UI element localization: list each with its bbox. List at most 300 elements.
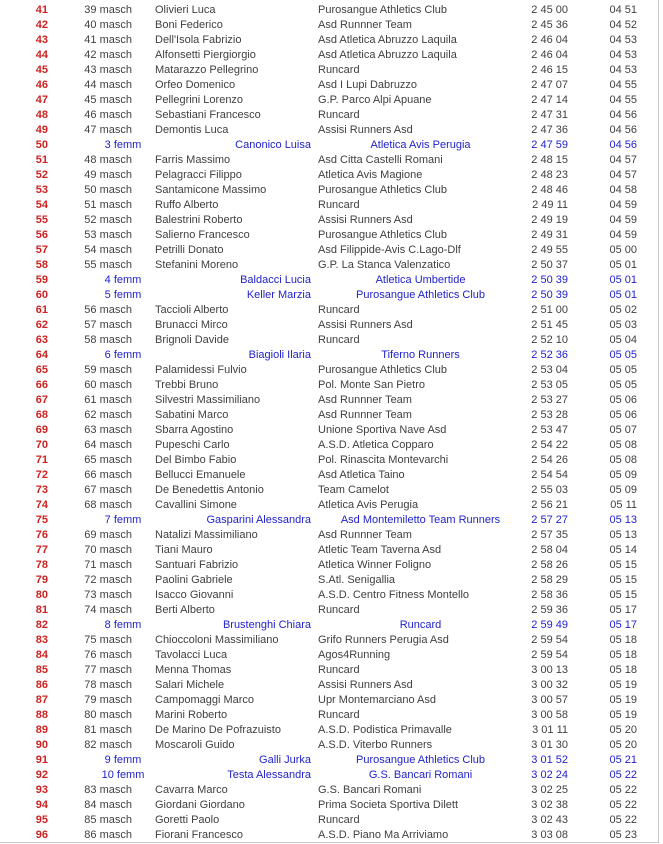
time-cell: 2 58 04 [531,544,568,556]
pace-cell: 05 14 [609,544,637,556]
position-cell: 66 [35,379,48,391]
time-cell: 2 51 00 [531,304,568,316]
club-cell: Team Camelot [318,484,389,496]
position-cell: 94 [35,799,48,811]
category-cell: 6 femm [104,349,142,361]
result-row [0,78,658,93]
category-cell: 76 masch [84,649,132,661]
name-cell: Berti Alberto [155,604,215,616]
club-cell: Runcard [318,814,360,826]
position-cell: 79 [35,574,48,586]
position-cell: 48 [35,109,48,121]
name-cell: Tiani Mauro [155,544,213,556]
pace-cell: 05 09 [609,469,637,481]
result-row [0,438,658,453]
club-cell: Pol. Rinascita Montevarchi [318,454,449,466]
name-cell: Olivieri Luca [155,4,216,16]
pace-cell: 04 56 [609,139,637,151]
category-cell: 78 masch [84,679,132,691]
club-cell: A.S.D. Viterbo Runners [318,739,433,751]
club-cell: S.Atl. Senigallia [318,574,396,586]
pace-cell: 05 23 [609,829,637,841]
result-row [0,693,658,708]
category-cell: 7 femm [104,514,142,526]
pace-cell: 05 05 [609,379,637,391]
club-cell: A.S.D. Centro Fitness Montello [318,589,470,601]
category-cell: 70 masch [84,544,132,556]
result-row [0,633,658,648]
category-cell: 53 masch [84,229,132,241]
category-cell: 60 masch [84,379,132,391]
time-cell: 2 47 14 [531,94,568,106]
name-cell: Cavallini Simone [155,499,237,511]
club-cell: Atletica Avis Perugia [370,139,471,151]
club-cell: Runcard [399,619,442,631]
result-row [0,228,658,243]
position-cell: 69 [35,424,48,436]
result-row [0,333,658,348]
club-cell: Asd Atletica Abruzzo Laquila [318,49,457,61]
result-row [0,483,658,498]
position-cell: 63 [35,334,48,346]
name-cell: Galli Jurka [259,754,311,766]
club-cell: Purosangue Athletics Club [355,289,486,301]
pace-cell: 04 53 [609,34,637,46]
pace-cell: 04 56 [609,109,637,121]
name-cell: Del Bimbo Fabio [155,454,237,466]
time-cell: 2 48 46 [531,184,568,196]
result-row [0,468,658,483]
name-cell: Matarazzo Pellegrino [155,64,259,76]
name-cell: Marini Roberto [155,709,228,721]
position-cell: 77 [35,544,48,556]
time-cell: 2 50 39 [531,274,568,286]
name-cell: Petrilli Donato [155,244,224,256]
pace-cell: 05 17 [609,619,637,631]
category-cell: 48 masch [84,154,132,166]
position-cell: 95 [35,814,48,826]
name-cell: Santuari Fabrizio [155,559,239,571]
club-cell: Runcard [318,64,360,76]
name-cell: Biagioli Ilaria [248,349,311,361]
pace-cell: 04 59 [609,229,637,241]
name-cell: Santamicone Massimo [155,184,267,196]
category-cell: 71 masch [84,559,132,571]
pace-cell: 05 18 [609,649,637,661]
position-cell: 80 [35,589,48,601]
category-cell: 61 masch [84,394,132,406]
time-cell: 3 02 43 [531,814,568,826]
name-cell: Pupeschi Carlo [155,439,230,451]
position-cell: 73 [35,484,48,496]
time-cell: 2 45 00 [531,4,568,16]
time-cell: 2 58 29 [531,574,568,586]
result-row [0,288,658,303]
time-cell: 3 01 30 [531,739,568,751]
time-cell: 2 47 36 [531,124,568,136]
result-row [0,558,658,573]
club-cell: Purosangue Athletics Club [355,754,486,766]
pace-cell: 05 08 [609,439,637,451]
name-cell: Dell'Isola Fabrizio [155,34,242,46]
result-row [0,513,658,528]
result-row [0,273,658,288]
result-row [0,318,658,333]
time-cell: 2 45 36 [531,19,568,31]
name-cell: Natalizi Massimiliano [155,529,258,541]
club-cell: Upr Montemarciano Asd [318,694,436,706]
name-cell: De Marino De Pofrazuisto [155,724,281,736]
time-cell: 2 53 47 [531,424,568,436]
result-row [0,198,658,213]
club-cell: Runcard [318,604,360,616]
time-cell: 2 51 45 [531,319,568,331]
pace-cell: 04 52 [609,19,637,31]
category-cell: 50 masch [84,184,132,196]
name-cell: Pellegrini Lorenzo [155,94,244,106]
category-cell: 66 masch [84,469,132,481]
pace-cell: 05 04 [609,334,637,346]
club-cell: G.S. Bancari Romani [318,784,422,796]
position-cell: 41 [35,4,48,16]
pace-cell: 04 59 [609,214,637,226]
position-cell: 91 [35,754,48,766]
category-cell: 39 masch [84,4,132,16]
position-cell: 87 [35,694,48,706]
position-cell: 58 [35,259,48,271]
club-cell: Asd Atletica Taino [318,469,405,481]
position-cell: 88 [35,709,48,721]
position-cell: 55 [35,214,48,226]
category-cell: 40 masch [84,19,132,31]
club-cell: Atletica Winner Foligno [318,559,432,571]
result-row [0,768,658,783]
time-cell: 2 50 37 [531,259,568,271]
club-cell: Atletica Umbertide [375,274,466,286]
time-cell: 3 00 13 [531,664,568,676]
result-row [0,543,658,558]
position-cell: 56 [35,229,48,241]
position-cell: 72 [35,469,48,481]
name-cell: Demontis Luca [155,124,229,136]
result-row [0,648,658,663]
result-row [0,123,658,138]
category-cell: 79 masch [84,694,132,706]
time-cell: 2 52 10 [531,334,568,346]
result-row [0,63,658,78]
position-cell: 70 [35,439,48,451]
name-cell: Palamidessi Fulvio [155,364,247,376]
time-cell: 2 46 04 [531,49,568,61]
club-cell: Purosangue Athletics Club [318,229,448,241]
pace-cell: 05 03 [609,319,637,331]
position-cell: 46 [35,79,48,91]
result-row [0,243,658,258]
position-cell: 57 [35,244,48,256]
name-cell: Isacco Giovanni [155,589,234,601]
position-cell: 75 [35,514,48,526]
name-cell: Sebastiani Francesco [155,109,261,121]
time-cell: 2 48 15 [531,154,568,166]
pace-cell: 05 07 [609,424,637,436]
club-cell: A.S.D. Podistica Primavalle [318,724,452,736]
result-row [0,498,658,513]
category-cell: 74 masch [84,604,132,616]
result-row [0,783,658,798]
result-row [0,723,658,738]
category-cell: 85 masch [84,814,132,826]
time-cell: 3 02 38 [531,799,568,811]
club-cell: Runcard [318,664,360,676]
category-cell: 55 masch [84,259,132,271]
name-cell: Salari Michele [155,679,225,691]
club-cell: Purosangue Athletics Club [318,4,448,16]
name-cell: Alfonsetti Piergiorgio [155,49,256,61]
time-cell: 2 49 11 [532,199,568,211]
result-row [0,33,658,48]
time-cell: 2 58 36 [531,589,568,601]
pace-cell: 05 15 [609,559,637,571]
pace-cell: 04 53 [609,64,637,76]
category-cell: 82 masch [84,739,132,751]
category-cell: 64 masch [84,439,132,451]
pace-cell: 05 19 [609,709,637,721]
pace-cell: 05 13 [609,514,637,526]
category-cell: 46 masch [84,109,132,121]
pace-cell: 05 05 [609,364,637,376]
pace-cell: 04 51 [609,4,637,16]
result-row [0,453,658,468]
time-cell: 2 47 59 [531,139,568,151]
pace-cell: 05 22 [609,769,637,781]
result-row [0,588,658,603]
club-cell: Asd Montemiletto Team Runners [340,514,501,526]
result-row [0,213,658,228]
name-cell: Goretti Paolo [155,814,220,826]
result-row [0,798,658,813]
time-cell: 2 56 21 [531,499,568,511]
time-cell: 2 59 36 [531,604,568,616]
position-cell: 71 [35,454,48,466]
result-row [0,663,658,678]
name-cell: Sabatini Marco [155,409,229,421]
pace-cell: 05 02 [609,304,637,316]
position-cell: 42 [35,19,48,31]
category-cell: 44 masch [84,79,132,91]
pace-cell: 05 01 [609,289,637,301]
category-cell: 42 masch [84,49,132,61]
category-cell: 45 masch [84,94,132,106]
club-cell: Asd Citta Castelli Romani [318,154,443,166]
club-cell: A.S.D. Piano Ma Arriviamo [318,829,449,841]
name-cell: Cavarra Marco [155,784,228,796]
club-cell: Pol. Monte San Pietro [318,379,426,391]
club-cell: Assisi Runners Asd [318,319,413,331]
club-cell: A.S.D. Atletica Copparo [318,439,434,451]
result-row [0,603,658,618]
result-row [0,48,658,63]
result-row [0,258,658,273]
category-cell: 57 masch [84,319,132,331]
time-cell: 2 49 55 [531,244,568,256]
club-cell: Runcard [318,709,360,721]
name-cell: Brignoli Davide [155,334,229,346]
position-cell: 85 [35,664,48,676]
position-cell: 52 [35,169,48,181]
position-cell: 59 [35,274,48,286]
position-cell: 43 [35,34,48,46]
pace-cell: 05 18 [609,634,637,646]
position-cell: 45 [35,64,48,76]
result-row [0,813,658,828]
category-cell: 62 masch [84,409,132,421]
club-cell: Atletic Team Taverna Asd [318,544,442,556]
pace-cell: 04 57 [609,154,637,166]
time-cell: 2 57 35 [531,529,568,541]
category-cell: 56 masch [84,304,132,316]
result-row [0,678,658,693]
pace-cell: 05 00 [609,244,637,256]
time-cell: 3 00 32 [531,679,568,691]
category-cell: 69 masch [84,529,132,541]
position-cell: 74 [35,499,48,511]
category-cell: 4 femm [104,274,142,286]
position-cell: 81 [35,604,48,616]
name-cell: Paolini Gabriele [155,574,233,586]
name-cell: Brunacci Mirco [155,319,228,331]
category-cell: 73 masch [84,589,132,601]
club-cell: G.P. La Stanca Valenzatico [318,259,451,271]
time-cell: 3 02 25 [531,784,568,796]
position-cell: 78 [35,559,48,571]
category-cell: 52 masch [84,214,132,226]
position-cell: 50 [35,139,48,151]
category-cell: 59 masch [84,364,132,376]
time-cell: 2 53 28 [531,409,568,421]
result-row [0,408,658,423]
pace-cell: 05 06 [609,394,637,406]
category-cell: 41 masch [84,34,132,46]
category-cell: 72 masch [84,574,132,586]
pace-cell: 05 01 [609,274,637,286]
time-cell: 2 53 05 [531,379,568,391]
time-cell: 2 52 36 [531,349,568,361]
time-cell: 2 47 07 [531,79,568,91]
club-cell: Purosangue Athletics Club [318,364,448,376]
result-row [0,618,658,633]
pace-cell: 05 15 [609,589,637,601]
name-cell: Boni Federico [155,19,223,31]
club-cell: Asd Runnner Team [318,529,412,541]
result-row [0,753,658,768]
category-cell: 80 masch [84,709,132,721]
time-cell: 3 01 52 [531,754,568,766]
result-row [0,303,658,318]
name-cell: Canonico Luisa [235,139,311,151]
pace-cell: 05 20 [609,724,637,736]
result-row [0,738,658,753]
club-cell: Asd I Lupi Dabruzzo [318,79,418,91]
position-cell: 51 [35,154,48,166]
club-cell: G.S. Bancari Romani [368,769,473,781]
position-cell: 86 [35,679,48,691]
time-cell: 2 48 23 [531,169,568,181]
pace-cell: 04 58 [609,184,637,196]
time-cell: 2 55 03 [531,484,568,496]
result-row [0,108,658,123]
category-cell: 3 femm [104,139,142,151]
time-cell: 3 03 08 [531,829,568,841]
club-cell: Runcard [318,334,360,346]
club-cell: Atletica Avis Perugia [318,499,419,511]
position-cell: 67 [35,394,48,406]
pace-cell: 05 20 [609,739,637,751]
club-cell: Runcard [318,109,360,121]
result-row [0,528,658,543]
name-cell: Testa Alessandra [227,769,311,781]
position-cell: 68 [35,409,48,421]
club-cell: Asd Runnner Team [318,394,412,406]
name-cell: Trebbi Bruno [155,379,219,391]
position-cell: 92 [35,769,48,781]
result-row [0,828,658,843]
time-cell: 2 47 31 [531,109,568,121]
result-row [0,393,658,408]
pace-cell: 05 13 [609,529,637,541]
time-cell: 2 59 54 [531,649,568,661]
category-cell: 67 masch [84,484,132,496]
position-cell: 65 [35,364,48,376]
name-cell: Silvestri Massimiliano [155,394,261,406]
position-cell: 60 [35,289,48,301]
position-cell: 84 [35,649,48,661]
name-cell: Baldacci Lucia [240,274,311,286]
result-row [0,153,658,168]
name-cell: Tavolacci Luca [155,649,228,661]
result-row [0,93,658,108]
position-cell: 82 [35,619,48,631]
pace-cell: 05 11 [610,499,637,511]
club-cell: Atletica Avis Magione [318,169,423,181]
name-cell: Chioccoloni Massimiliano [155,634,279,646]
pace-cell: 04 53 [609,49,637,61]
name-cell: Brustenghi Chiara [222,619,311,631]
name-cell: Stefanini Moreno [155,259,239,271]
club-cell: Prima Societa Sportiva Dilett [318,799,458,811]
category-cell: 81 masch [84,724,132,736]
club-cell: Asd Runnner Team [318,409,412,421]
position-cell: 61 [35,304,48,316]
name-cell: Pelagracci Filippo [155,169,242,181]
name-cell: Menna Thomas [155,664,232,676]
position-cell: 64 [35,349,48,361]
pace-cell: 04 57 [609,169,637,181]
name-cell: Campomaggi Marco [155,694,255,706]
time-cell: 2 59 54 [531,634,568,646]
position-cell: 90 [35,739,48,751]
name-cell: Taccioli Alberto [155,304,229,316]
time-cell: 2 58 26 [531,559,568,571]
club-cell: Runcard [318,304,360,316]
category-cell: 49 masch [84,169,132,181]
category-cell: 8 femm [104,619,142,631]
pace-cell: 05 17 [609,604,637,616]
pace-cell: 05 09 [609,484,637,496]
category-cell: 54 masch [84,244,132,256]
pace-cell: 05 18 [609,664,637,676]
result-row [0,183,658,198]
position-cell: 76 [35,529,48,541]
